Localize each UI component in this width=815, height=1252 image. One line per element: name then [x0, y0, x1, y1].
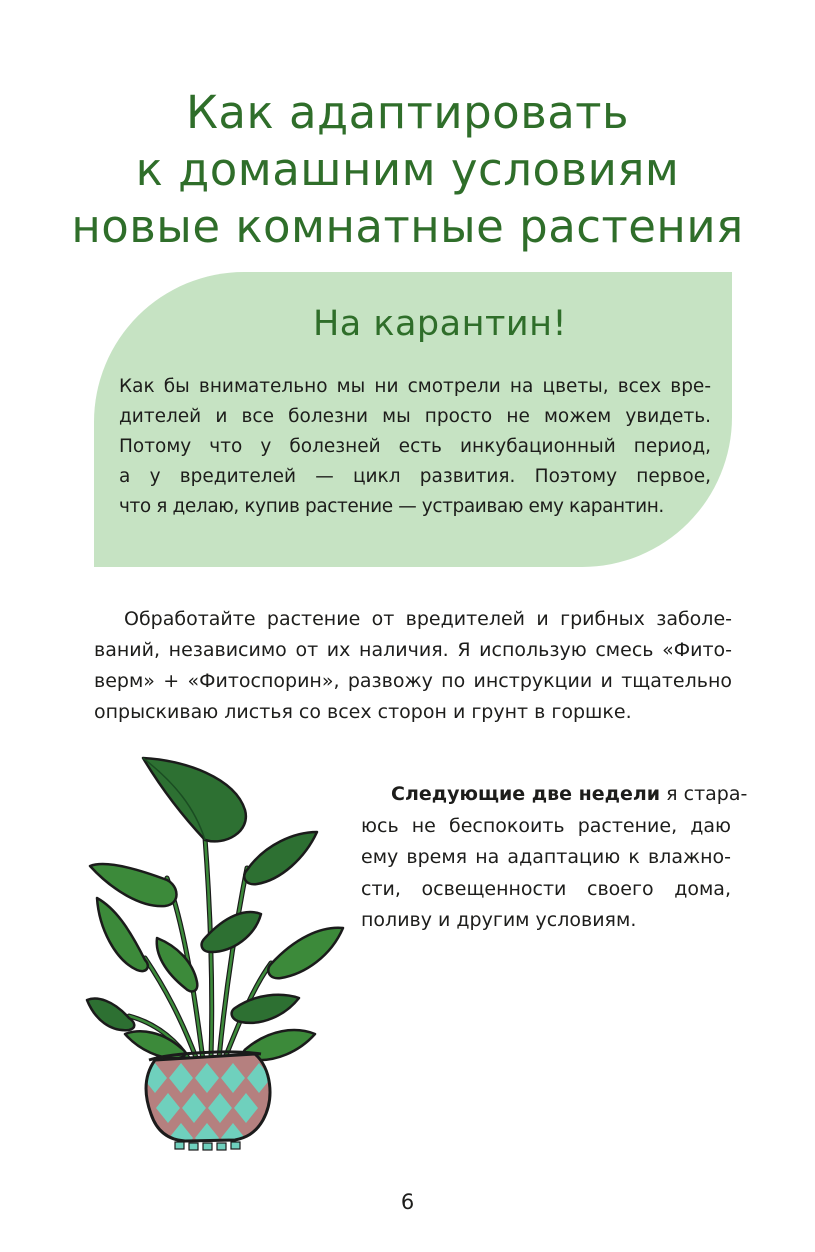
page-title [0, 84, 815, 255]
side-line: поливу и другим условиям. [361, 909, 637, 931]
callout-line: Как бы внимательно мы ни смотрели на цветы, всех вре- [119, 376, 711, 397]
side-line: сти, освещенности своего дома, [361, 877, 731, 900]
side-line: юсь не беспокоить растение, даю [361, 814, 731, 837]
callout-line: что я делаю, купив растение — устраиваю ему карантин. [119, 496, 664, 517]
paragraph-line: верм» + «Фитоспорин», развожу по инструкции и тщательно [94, 670, 732, 692]
callout-line: а у вредителей — цикл развития. Поэтому первое, [119, 466, 711, 487]
title-line: к домашним условиям [135, 143, 680, 196]
title-line: новые комнатные растения [71, 200, 744, 253]
bold-phrase: Следующие две недели [391, 783, 661, 805]
potted-plant-icon [85, 748, 347, 1160]
treatment-paragraph [94, 604, 732, 728]
page-number: 6 [400, 1190, 415, 1214]
paragraph-line: опрыскиваю листья со всех сторон и грунт в горшке. [94, 701, 632, 723]
adaptation-paragraph [361, 779, 748, 937]
callout-text [119, 372, 711, 522]
title-line: Как адаптировать [185, 86, 630, 139]
callout-line: Потому что у болезней есть инкубационный период, [119, 436, 711, 457]
paragraph-line: Обработайте растение от вредителей и грибных заболе- [124, 608, 732, 630]
side-first-line [361, 779, 748, 811]
side-line: ему время на адаптацию к влажно- [361, 846, 731, 868]
callout-line: дителей и все болезни мы просто не можем увидеть. [119, 406, 711, 427]
side-first-rest: я стара- [660, 783, 748, 805]
callout-heading: На карантин! [312, 304, 568, 344]
paragraph-line: ваний, независимо от их наличия. Я использую смесь «Фито- [94, 639, 732, 661]
